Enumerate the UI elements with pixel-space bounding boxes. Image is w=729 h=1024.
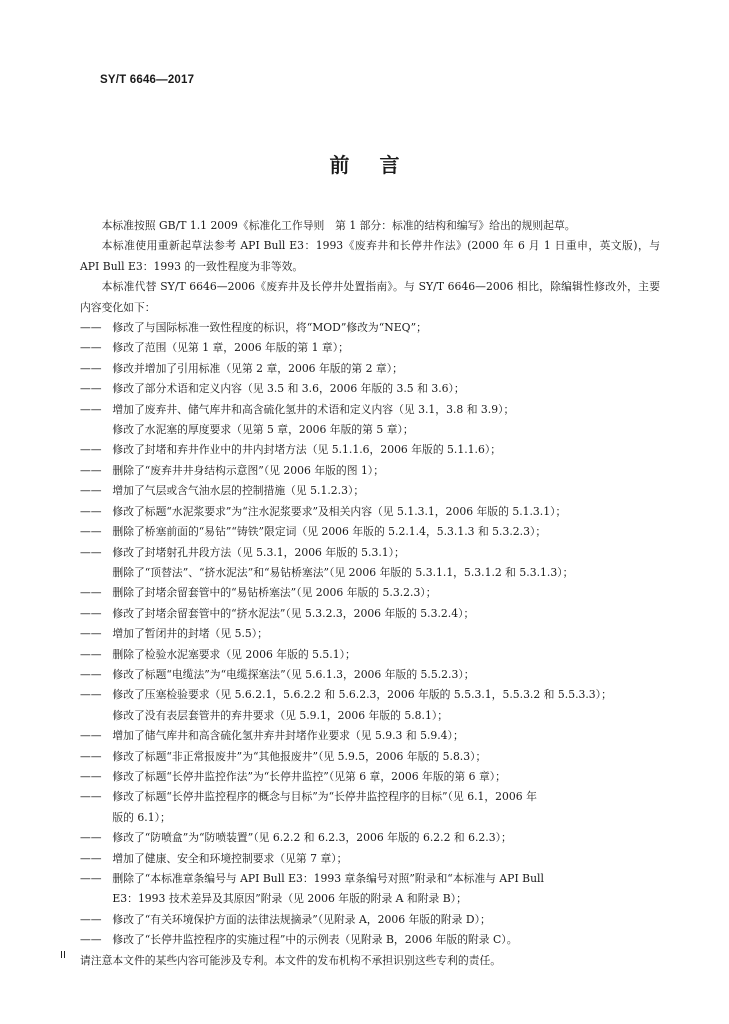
change-item: [80, 359, 660, 379]
change-text: 修改了与国际标准一致性程度的标识，将“MOD”修改为“NEQ”；: [112, 321, 427, 335]
dash-marker: ——: [80, 525, 102, 539]
change-item: [80, 379, 660, 399]
change-text: 修改了压塞检验要求（见 5.6.2.1，5.6.2.2 和 5.6.2.3，2006 年版的 5.5.3.1，5.5.3.2 和 5.5.3.3）；: [112, 688, 612, 702]
dash-marker: ——: [80, 321, 102, 335]
dash-marker: ——: [80, 688, 102, 702]
change-item: [80, 583, 660, 603]
change-item: [80, 685, 660, 705]
change-text: 修改了“长停井监控程序的实施过程”中的示例表（见附录 B，2006 年版的附录 C）。: [112, 933, 518, 947]
page-number: II: [60, 950, 66, 961]
change-item: [80, 767, 660, 787]
change-item: [80, 706, 660, 726]
change-item: [80, 849, 660, 869]
change-item: [80, 624, 660, 644]
change-text: 修改了标题“水泥浆要求”为“注水泥浆要求”及相关内容（见 5.1.3.1，2006 年版的 5.1.3.1）；: [112, 504, 567, 518]
dash-marker: ——: [80, 831, 102, 845]
dash-marker: ——: [80, 463, 102, 477]
change-item: [80, 645, 660, 665]
change-text: 修改了封堵射孔井段方法（见 5.3.1，2006 年版的 5.3.1）；: [112, 545, 405, 559]
change-text: 修改并增加了引用标准（见第 2 章，2006 年版的第 2 章）；: [112, 361, 403, 375]
change-text: 修改了标题“长停井监控作法”为“长停井监控”（见第 6 章，2006 年版的第 6 章）；: [112, 769, 506, 783]
dash-marker: ——: [80, 443, 102, 457]
standard-number: SY/T 6646—2017: [100, 74, 195, 86]
change-item: [80, 502, 660, 522]
change-item: [80, 522, 660, 542]
change-text: 修改了标题“长停井监控程序的概念与目标”为“长停井监控程序的目标”（见 6.1，2006 年: [112, 790, 537, 804]
change-text: 增加了气层或含气油水层的控制措施（见 5.1.2.3）；: [112, 484, 365, 498]
change-item: [80, 400, 660, 420]
change-item: [80, 563, 660, 583]
change-text: 修改了封堵和弃井作业中的井内封堵方法（见 5.1.1.6，2006 年版的 5.1.1.6）；: [112, 443, 502, 457]
foreword-body: [80, 216, 660, 971]
change-text: 删除了封堵余留套管中的“易钻桥塞法”（见 2006 年版的 5.3.2.3）；: [112, 586, 437, 600]
change-item: [80, 726, 660, 746]
patent-notice: 请注意本文件的某些内容可能涉及专利。本文件的发布机构不承担识别这些专利的责任。: [80, 953, 502, 967]
dash-marker: ——: [80, 749, 102, 763]
change-item: [80, 543, 660, 563]
dash-marker: ——: [80, 586, 102, 600]
dash-marker: ——: [80, 606, 102, 620]
dash-marker: ——: [80, 769, 102, 783]
change-text: 修改了没有表层套管井的弃井要求（见 5.9.1，2006 年版的 5.8.1）；: [112, 708, 449, 722]
dash-marker: ——: [80, 627, 102, 641]
change-text: 删除了“顶替法”、“挤水泥法”和“易钻桥塞法”（见 2006 年版的 5.3.1.1，5.3.1.2 和 5.3.1.3）；: [112, 565, 574, 579]
paragraph-replacement: 本标准代替 SY/T 6646—2006《废弃井及长停井处置指南》。与 SY/T 6646—2006 相比，除编辑性修改外，主要内容变化如下：: [80, 280, 660, 314]
dash-marker: ——: [80, 729, 102, 743]
dash-marker: ——: [80, 484, 102, 498]
dash-marker: ——: [80, 851, 102, 865]
change-item: [80, 910, 660, 930]
dash-marker: ——: [80, 361, 102, 375]
change-item: [80, 828, 660, 848]
change-text: 增加了废弃井、储气库井和高含硫化氢井的术语和定义内容（见 3.1，3.8 和 3.9）；: [112, 402, 515, 416]
change-text: 修改了标题“电缆法”为“电缆探塞法”（见 5.6.1.3，2006 年版的 5.5.2.3）；: [112, 667, 475, 681]
change-text: 删除了“本标准章条编号与 API Bull E3：1993 章条编号对照”附录和“本标准与 API Bull: [112, 872, 544, 885]
change-text: 修改了范围（见第 1 章，2006 年版的第 1 章）；: [112, 341, 349, 355]
changes-list: [80, 318, 660, 951]
change-text: 修改了部分术语和定义内容（见 3.5 和 3.6，2006 年版的 3.5 和 3.6）；: [112, 382, 465, 396]
change-text: 删除了“废弃井井身结构示意图”（见 2006 年版的图 1）；: [112, 463, 385, 477]
change-text: 修改了水泥塞的厚度要求（见第 5 章，2006 年版的第 5 章）；: [112, 423, 414, 437]
dash-marker: ——: [80, 402, 102, 416]
dash-marker: ——: [80, 647, 102, 661]
change-item: [80, 665, 660, 685]
page-title: 前言: [329, 153, 430, 177]
change-text: 增加了健康、安全和环境控制要求（见第 7 章）；: [112, 851, 348, 865]
change-item: [80, 440, 660, 460]
dash-marker: ——: [80, 341, 102, 355]
dash-marker: ——: [80, 790, 102, 804]
change-text: 增加了储气库井和高含硫化氢井弃井封堵作业要求（见 5.9.3 和 5.9.4）；: [112, 729, 464, 743]
change-item: [80, 930, 660, 950]
change-item: [80, 420, 660, 440]
dash-marker: ——: [80, 545, 102, 559]
change-text: 增加了暂闭井的封堵（见 5.5）；: [112, 627, 268, 641]
change-text: 修改了“防喷盒”为“防喷装置”（见 6.2.2 和 6.2.3，2006 年版的 6.2.2 和 6.2.3）；: [112, 831, 512, 845]
change-item: [80, 604, 660, 624]
change-item: [80, 747, 660, 767]
change-text: 删除了桥塞前面的“易钻”“铸铁”限定词（见 2006 年版的 5.2.1.4，5.3.1.3 和 5.3.2.3）；: [112, 525, 547, 539]
change-item: [80, 481, 660, 501]
change-text: 修改了“有关环境保护方面的法律法规摘录”（见附录 A，2006 年版的附录 D）；: [112, 912, 491, 926]
dash-marker: ——: [80, 504, 102, 518]
change-item: [80, 787, 660, 807]
change-item: [80, 318, 660, 338]
change-item-continuation: 版的 6.1）；: [112, 810, 171, 824]
change-item: [80, 338, 660, 358]
change-item: [80, 461, 660, 481]
change-text: 修改了封堵余留套管中的“挤水泥法”（见 5.3.2.3，2006 年版的 5.3.2.4）；: [112, 606, 475, 620]
change-item-continuation: E3：1993 技术差异及其原因”附录（见 2006 年版的附录 A 和附录 B）；: [112, 892, 467, 906]
dash-marker: ——: [80, 933, 102, 947]
change-text: 修改了标题“非正常报废井”为“其他报废井”（见 5.9.5，2006 年版的 5.8.3）；: [112, 749, 487, 763]
paragraph-drafting-rules: 本标准按照 GB/T 1.1 2009《标准化工作导则 第 1 部分：标准的结构和编写》给出的规则起草。: [101, 219, 576, 232]
dash-marker: ——: [80, 872, 102, 885]
dash-marker: ——: [80, 667, 102, 681]
change-item: [80, 869, 660, 889]
change-text: 删除了检验水泥塞要求（见 2006 年版的 5.5.1）；: [112, 647, 356, 661]
paragraph-reference-method: 本标准使用重新起草法参考 API Bull E3：1993《废弃井和长停井作法》(2000 年 6 月 1 日重申，英文版)，与 API Bull E3：1993 的一致性程度为非等效。: [80, 239, 660, 273]
dash-marker: ——: [80, 912, 102, 926]
dash-marker: ——: [80, 382, 102, 396]
